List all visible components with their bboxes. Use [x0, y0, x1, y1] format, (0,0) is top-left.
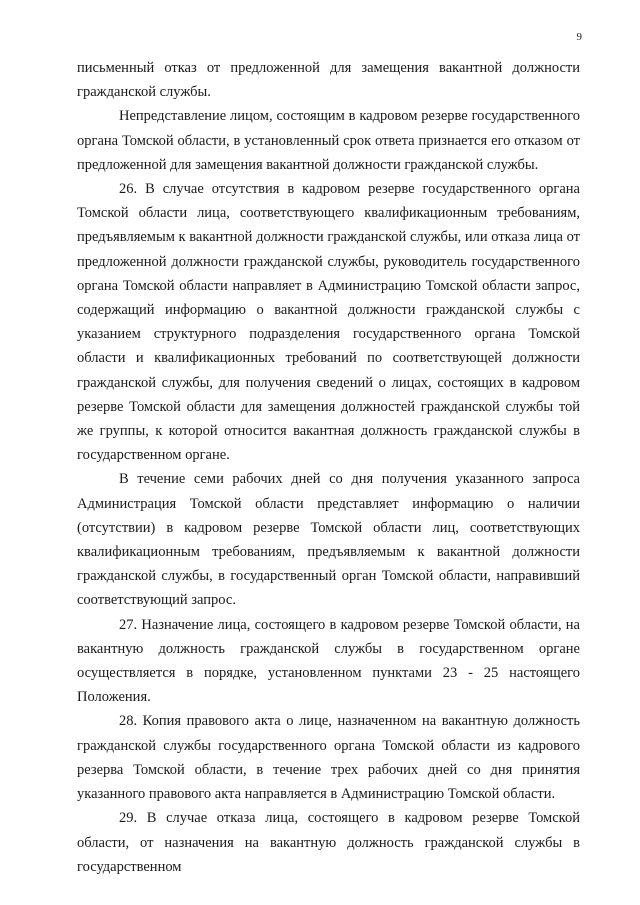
paragraph-29: 29. В случае отказа лица, состоящего в кадровом резерве Томской области, от назначения на вакантную должность гражданской службы в государственном — [77, 810, 580, 875]
paragraph-continuation: письменный отказ от предложенной для замещения вакантной должности гражданской службы. — [77, 60, 580, 101]
paragraph-administration-response: В течение семи рабочих дней со дня получения указанного запроса Администрация Томской области представляет информацию о наличии (отсутствии) в кадровом резерве Томской области лиц, соответствующих квалификационным требованиям, предъявляемым к вакантной должности гражданской службы, в государственный орган Томской области, направивший соответствующий запрос. — [77, 471, 580, 609]
paragraph-27: 27. Назначение лица, состоящего в кадровом резерве Томской области, на вакантную должность гражданской службы в государственном органе осуществляется в порядке, установленном пунктами 23 - 25 настоящего Положения. — [77, 616, 580, 706]
page-number: 9 — [576, 31, 582, 43]
paragraph-26: 26. В случае отсутствия в кадровом резерве государственного органа Томской области лица, соответствующего квалификационным требованиям, предъявляемым к вакантной должности гражданской службы, или отказа лица от предложенной должности гражданской службы, руководитель государственного органа Томской области направляет в Администрацию Томской области запрос, содержащий информацию о вакантной должности гражданской службы с указанием структурного подразделения государственного органа Томской области и квалификационных требований по соответствующей должности гражданской службы, для получения сведений о лицах, состоящих в кадровом резерве Томской области для замещения должностей гражданской службы той же группы, к которой относится вакантная должность гражданской службы в государственном органе. — [77, 181, 580, 464]
document-body — [77, 56, 580, 879]
paragraph-non-response-rule: Непредставление лицом, состоящим в кадровом резерве государственного органа Томской области, в установленный срок ответа признается его отказом от предложенной для замещения вакантной должности гражданской службы. — [77, 108, 580, 173]
paragraph-28: 28. Копия правового акта о лице, назначенном на вакантную должность гражданской службы государственного органа Томской области из кадрового резерва Томской области, в течение трех рабочих дней со дня принятия указанного правового акта направляется в Администрацию Томской области. — [77, 713, 580, 803]
